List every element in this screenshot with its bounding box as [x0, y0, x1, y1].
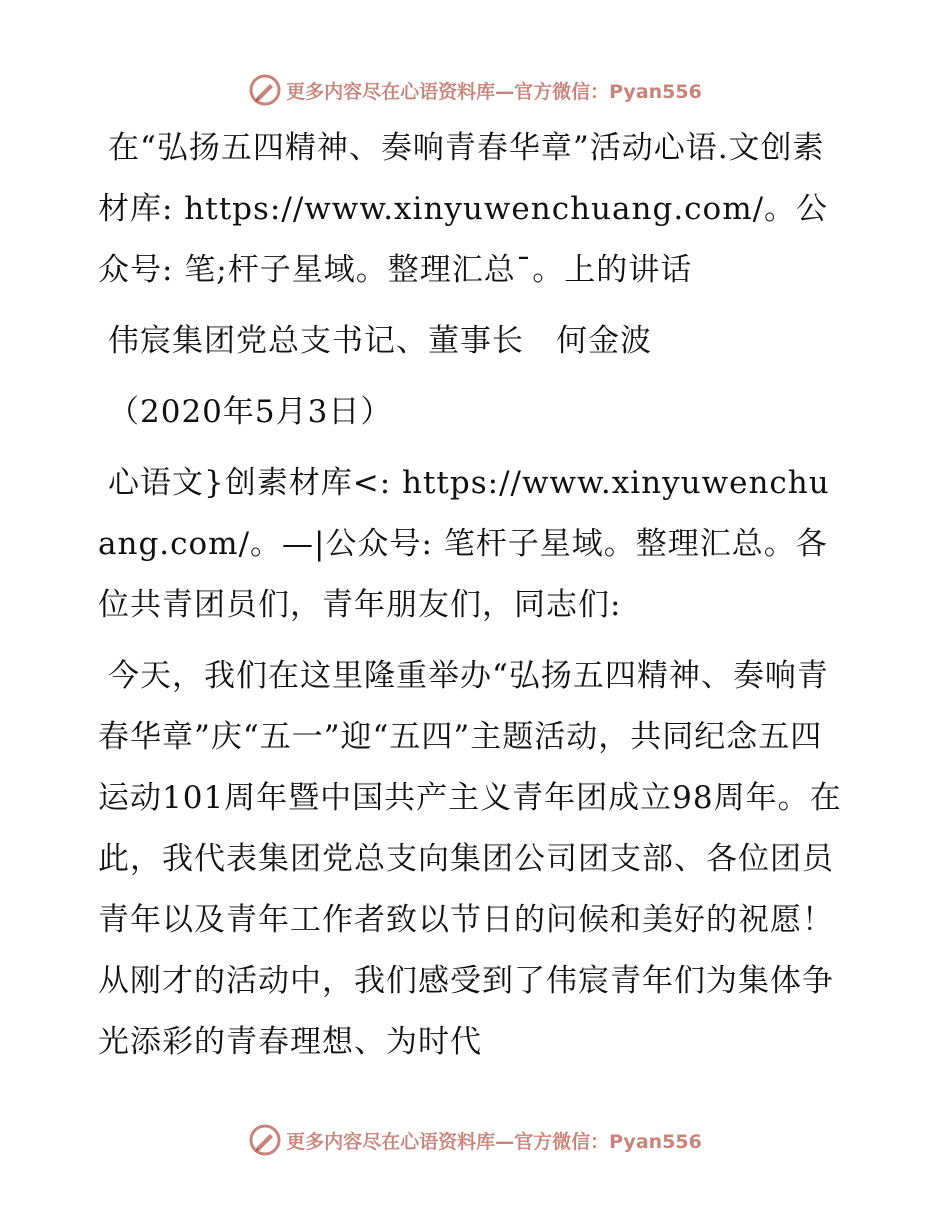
watermark-text: 更多内容尽在心语资料库—官方微信：Pyan556: [286, 1130, 702, 1153]
header-watermark-banner: [0, 70, 950, 110]
body-paragraph: 今天，我们在这里隆重举办“弘扬五四精神、奏响青春华章”庆“五一”迎“五四”主题活动，共同纪念五四运动101周年暨中国共产主义青年团成立98周年。在此，我代表集团党总支向集团公司团支部、各位团员青年以及青年工作者致以节日的问候和美好的祝愿！从刚才的活动中，我们感受到了伟宸青年们为集体争光添彩的青春理想、为时代: [98, 658, 842, 1060]
speech-date: （2020年5月3日）: [108, 394, 393, 430]
speech-title: 在“弘扬五四精神、奏响青春华章”活动心语.文创素材库: https://www.xinyuwenchuang.com/。公众号: 笔;杆子星域。整理汇总¯。上的讲话: [98, 130, 829, 288]
salutation-paragraph: 心语文}创素材库<: https://www.xinyuwenchuang.com/。—|公众号: 笔杆子星域。整理汇总。各位共青团员们，青年朋友们，同志们:: [98, 465, 830, 623]
pen-logo-icon: [248, 73, 282, 107]
pen-logo-icon: [248, 1123, 282, 1157]
speaker-line: 伟宸集团党总支书记、董事长 何金波: [108, 323, 652, 359]
watermark-text: 更多内容尽在心语资料库—官方微信：Pyan556: [286, 80, 702, 103]
footer-watermark-banner: [0, 1120, 950, 1160]
document-body: [98, 118, 848, 1073]
